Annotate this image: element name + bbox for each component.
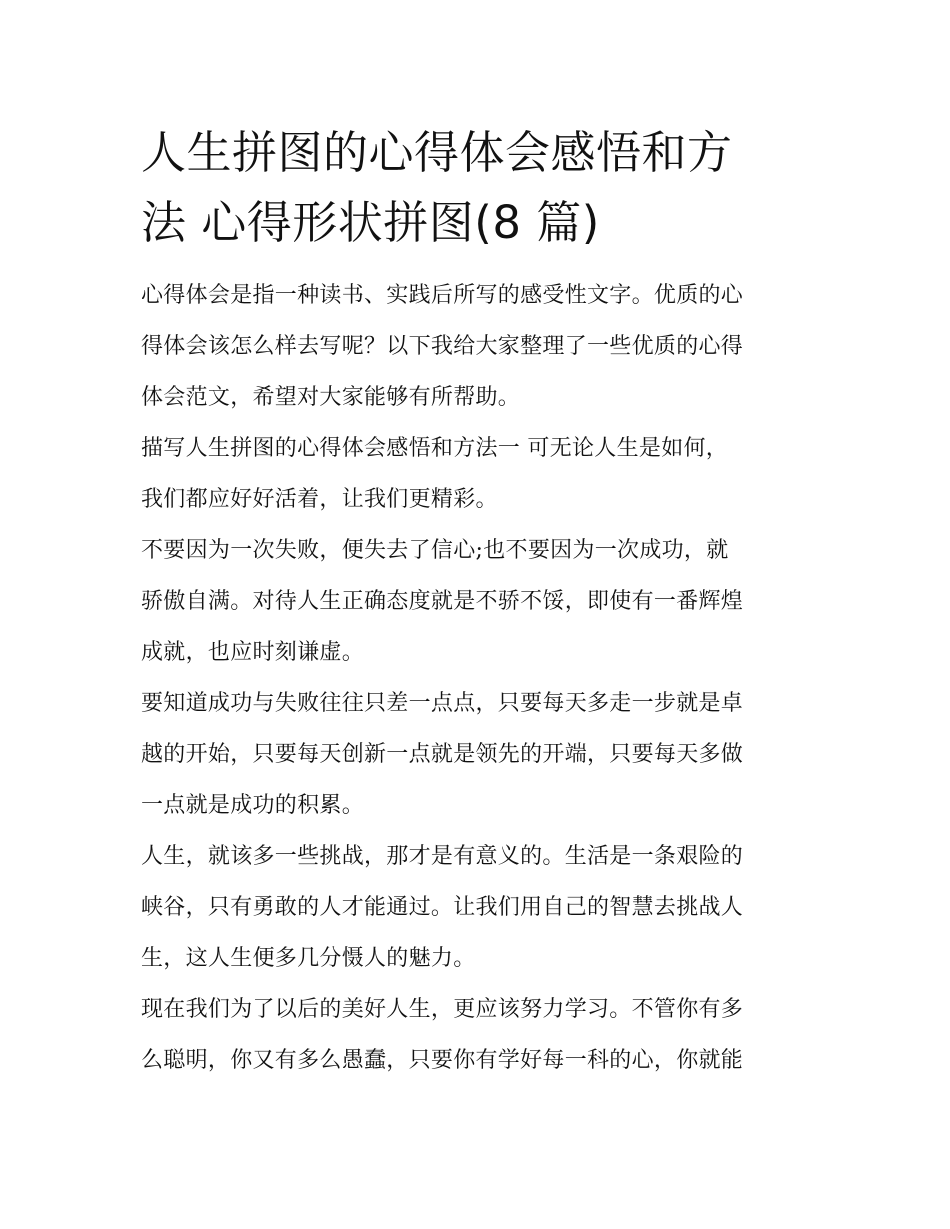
paragraph-daily-progress xyxy=(141,678,813,831)
text-line: 现在我们为了以后的美好人生，更应该努力学习。不管你有多 xyxy=(141,997,744,1022)
document-body xyxy=(141,270,813,1086)
text-line: 生，这人生便多几分慑人的魅力。 xyxy=(141,946,476,971)
paragraph-challenge xyxy=(141,831,813,984)
text-line: 峡谷，只有勇敢的人才能通过。让我们用自己的智慧去挑战人 xyxy=(141,895,744,920)
text-line: 心得体会是指一种读书、实践后所写的感受性文字。优质的心 xyxy=(141,283,744,308)
paragraph-section-one xyxy=(141,423,813,525)
text-line: 不要因为一次失败，便失去了信心;也不要因为一次成功，就 xyxy=(141,538,729,563)
text-line: 么聪明，你又有多么愚蠢，只要你有学好每一科的心，你就能 xyxy=(141,1048,744,1073)
text-line: 我们都应好好活着，让我们更精彩。 xyxy=(141,487,498,512)
text-line: 越的开始，只要每天创新一点就是领先的开端，只要每天多做 xyxy=(141,742,744,767)
text-line: 描写人生拼图的心得体会感悟和方法一 可无论人生是如何， xyxy=(141,436,729,461)
document-content xyxy=(141,118,813,1086)
paragraph-study xyxy=(141,984,813,1086)
text-line: 成就，也应时刻谦虚。 xyxy=(141,640,365,665)
text-line: 要知道成功与失败往往只差一点点，只要每天多走一步就是卓 xyxy=(141,691,744,716)
title-line: 法 心得形状拼图(8 篇) xyxy=(141,196,600,249)
text-line: 人生，就该多一些挑战，那才是有意义的。生活是一条艰险的 xyxy=(141,844,744,869)
text-line: 体会范文，希望对大家能够有所帮助。 xyxy=(141,385,521,410)
paragraph-failure-success xyxy=(141,525,813,678)
text-line: 骄傲自满。对待人生正确态度就是不骄不馁，即使有一番辉煌 xyxy=(141,589,744,614)
text-line: 得体会该怎么样去写呢？以下我给大家整理了一些优质的心得 xyxy=(141,334,744,359)
text-line: 一点就是成功的积累。 xyxy=(141,793,365,818)
document-title xyxy=(141,118,813,258)
paragraph-intro xyxy=(141,270,813,423)
title-line: 人生拼图的心得体会感悟和方 xyxy=(141,126,733,179)
